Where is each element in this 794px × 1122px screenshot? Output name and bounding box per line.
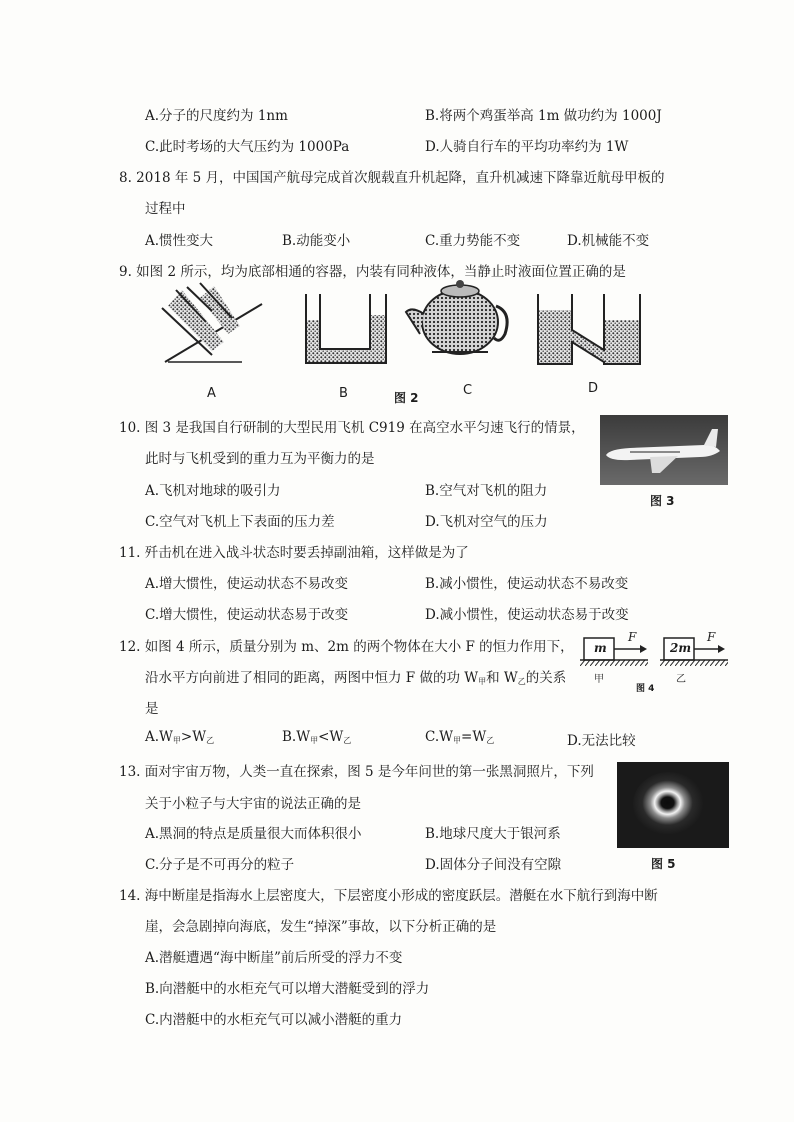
fig2-caption: 图 2	[394, 391, 419, 405]
q14-stem-line1: 14. 海中断崖是指海水上层密度大，下层密度小形成的密度跃层。潜艇在水下航行到海中断	[119, 888, 658, 904]
q8-option-b: B.动能变小	[282, 233, 351, 249]
q14-option-b: B.向潜艇中的水柜充气可以增大潜艇受到的浮力	[145, 981, 430, 997]
fig3-caption: 图 3	[650, 494, 675, 508]
q10-stem-line1: 10. 图 3 是我国自行研制的大型民用飞机 C919 在高空水平匀速飞行的情景，	[119, 420, 585, 436]
figure-3-airplane-photo	[600, 415, 728, 485]
q13-stem-line2: 关于小粒子与大宇宙的说法正确的是	[145, 796, 361, 812]
fig4-caption: 图 4	[636, 684, 655, 694]
fig2-label-c: C	[463, 383, 473, 398]
q13-option-b: B.地球尺度大于银河系	[425, 826, 561, 842]
q12-stem-line1: 12. 如图 4 所示，质量分别为 m、2m 的两个物体在大小 F 的恒力作用下，	[119, 639, 574, 655]
fig4-block-m: m	[594, 641, 607, 655]
q14-option-a: A.潜艇遭遇“海中断崖”前后所受的浮力不变	[145, 950, 403, 966]
q7-option-a: A.分子的尺度约为 1nm	[145, 108, 288, 124]
q13-option-d: D.固体分子间没有空隙	[425, 857, 562, 873]
q8-option-d: D.机械能不变	[567, 233, 650, 249]
figure-2-vessels	[0, 0, 794, 420]
q10-option-c: C.空气对飞机上下表面的压力差	[145, 514, 335, 530]
q8-option-a: A.惯性变大	[145, 233, 214, 249]
q12-stem-line3: 是	[145, 701, 159, 717]
vessel-c-teapot	[406, 280, 507, 354]
q10-option-a: A.飞机对地球的吸引力	[145, 483, 281, 499]
fig4-block-2m: 2m	[670, 641, 692, 655]
fig2-label-b: B	[339, 386, 348, 401]
q11-option-b: B.减小惯性，使运动状态不易改变	[425, 576, 629, 592]
q10-stem-line2: 此时与飞机受到的重力互为平衡力的是	[145, 451, 375, 467]
fig4-force-f-2: F	[707, 630, 716, 644]
q11-option-c: C.增大惯性，使运动状态易于改变	[145, 607, 349, 623]
q13-stem-line1: 13. 面对宇宙万物，人类一直在探索，图 5 是今年问世的第一张黑洞照片，下列	[119, 764, 594, 780]
q7-option-b: B.将两个鸡蛋举高 1m 做功约为 1000J	[425, 108, 662, 124]
fig4-label-yi: 乙	[676, 674, 686, 685]
q8-stem-line1: 8. 2018 年 5 月，中国国产航母完成首次舰载直升机起降，直升机减速下降靠近航母甲板的	[119, 170, 665, 186]
q7-option-d: D.人骑自行车的平均功率约为 1W	[425, 139, 629, 155]
q9-stem: 9. 如图 2 所示，均为底部相通的容器，内装有同种液体，当静止时液面位置正确的是	[119, 264, 626, 280]
q12-option-c: $C.W_甲=W_乙$	[425, 729, 495, 745]
q8-option-c: C.重力势能不变	[425, 233, 521, 249]
figure-5-black-hole-photo	[617, 762, 729, 848]
q14-stem-line2: 崖，会急剧掉向海底，发生“掉深”事故，以下分析正确的是	[145, 919, 497, 935]
q14-option-c: C.内潜艇中的水柜充气可以减小潜艇的重力	[145, 1012, 403, 1028]
vessel-b	[306, 294, 386, 363]
q13-option-a: A.黑洞的特点是质量很大而体积很小	[145, 826, 362, 842]
q10-option-b: B.空气对飞机的阻力	[425, 483, 548, 499]
vessel-d	[538, 294, 640, 364]
q11-stem: 11. 歼击机在进入战斗状态时要丢掉副油箱，这样做是为了	[119, 545, 469, 561]
q12-stem-line2: 沿水平方向前进了相同的距离，两图中恒力 F 做的功 $W_甲$和 $W_乙$的关系	[145, 670, 567, 686]
fig4-label-jia: 甲	[594, 674, 604, 685]
vessel-a	[162, 283, 262, 362]
q11-option-a: A.增大惯性，使运动状态不易改变	[145, 576, 349, 592]
fig2-label-d: D	[588, 381, 599, 396]
q7-option-c: C.此时考场的大气压约为 1000Pa	[145, 139, 350, 155]
q8-stem-line2: 过程中	[145, 201, 186, 217]
q12-option-d: D.无法比较	[567, 733, 636, 749]
fig5-caption: 图 5	[651, 857, 676, 871]
q13-option-c: C.分子是不可再分的粒子	[145, 857, 295, 873]
fig4-force-f-1: F	[628, 630, 637, 644]
q11-option-d: D.减小惯性，使运动状态易于改变	[425, 607, 629, 623]
q12-option-a: $A.W_甲>W_乙$	[145, 729, 215, 745]
q10-option-d: D.飞机对空气的压力	[425, 514, 548, 530]
fig2-label-a: A	[207, 386, 216, 401]
q12-option-b: $B.W_甲<W_乙$	[282, 729, 352, 745]
